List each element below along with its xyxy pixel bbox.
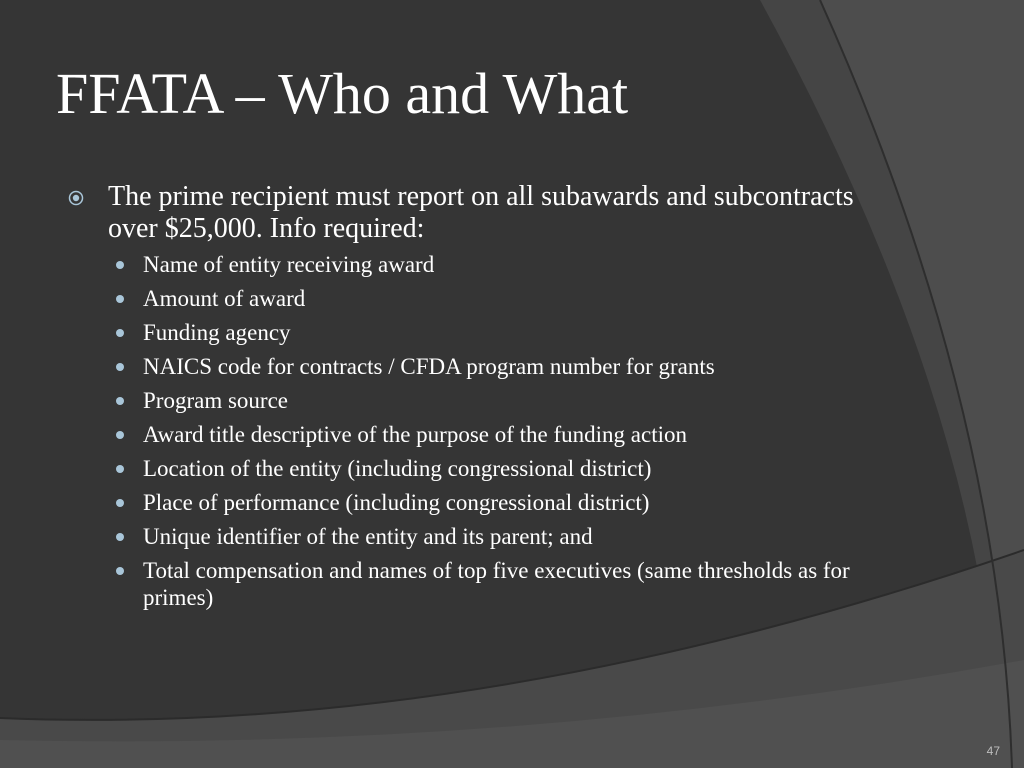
slide-title: FFATA – Who and What [56,61,629,126]
list-item-text: Amount of award [143,286,306,311]
filled-circle-icon [116,499,124,507]
list-item [108,319,868,346]
list-item-text: NAICS code for contracts / CFDA program number for grants [143,354,715,379]
list-item [108,455,868,482]
filled-circle-icon [116,363,124,371]
list-item-text: Place of performance (including congressional district) [143,490,650,515]
list-item [108,489,868,516]
list-item-text: Award title descriptive of the purpose of the funding action [143,422,687,447]
list-item [108,251,868,278]
required-info-list [68,251,868,611]
filled-circle-icon [116,329,124,337]
list-item-text: Total compensation and names of top five executives (same thresholds as for primes) [143,558,850,610]
filled-circle-icon [116,567,124,575]
filled-circle-icon [116,533,124,541]
filled-circle-icon [116,261,124,269]
filled-circle-icon [116,431,124,439]
list-item-text: Unique identifier of the entity and its parent; and [143,524,593,549]
list-item [108,523,868,550]
main-bullet-point [68,181,868,245]
list-item [108,421,868,448]
filled-circle-icon [116,295,124,303]
circled-dot-icon [68,190,84,206]
list-item [108,353,868,380]
slide-content [68,181,868,618]
main-bullet-text: The prime recipient must report on all subawards and subcontracts over $25,000. Info required: [108,181,854,244]
list-item-text: Name of entity receiving award [143,252,435,277]
list-item [108,285,868,312]
list-item-text: Program source [143,388,288,413]
list-item-text: Funding agency [143,320,291,345]
filled-circle-icon [116,465,124,473]
list-item-text: Location of the entity (including congressional district) [143,456,652,481]
filled-circle-icon [116,397,124,405]
page-number: 47 [986,744,1000,758]
list-item [108,387,868,414]
list-item [108,557,868,611]
